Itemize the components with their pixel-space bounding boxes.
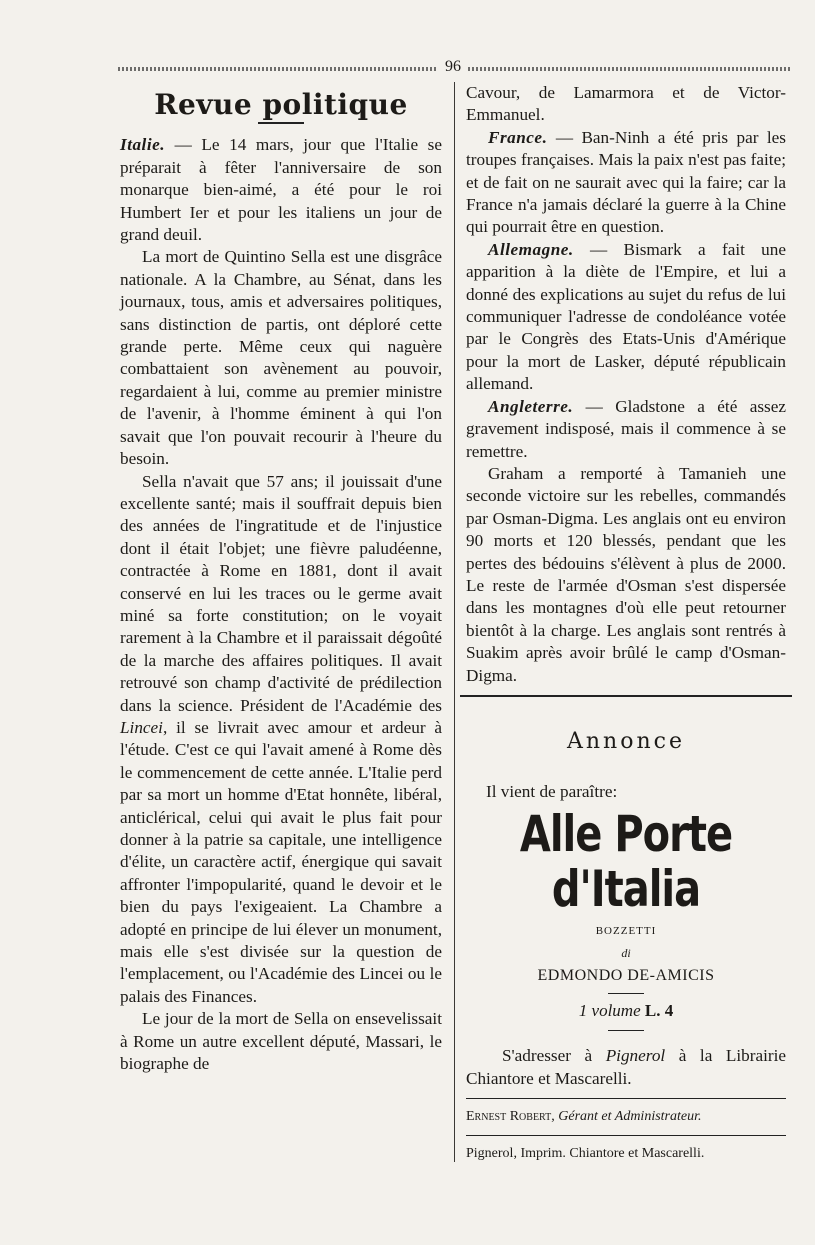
page-number: 96 — [445, 58, 461, 75]
annonce-title: Annonce — [567, 728, 685, 754]
annonce-intro: Il vient de paraître: — [486, 782, 618, 802]
book-by: di — [621, 946, 631, 961]
italie-paragraph-4: Le jour de la mort de Sella on ensevelissait à Rome un autre excellent député, Massari, le biographe de — [120, 1009, 442, 1074]
italie-paragraph-1: Italie. — Le 14 mars, jour que l'Italie se préparait à fêter l'anniversaire de son monarque bien-aimé, a été pour le roi Humbert Ier et pour les italiens un jour de grand deuil. — [120, 135, 442, 245]
book-author: EDMONDO DE-AMICIS — [537, 966, 715, 984]
italie-paragraph-2: La mort de Quintino Sella est une disgrâce nationale. A la Chambre, au Sénat, dans les journaux, tous, amis et adversaires politiques, sans distinction de partis, ont déploré cette grande perte. Même ceux qui naguère combattaient son avènement au pouvoir, regardaient à lui, comme au premier ministre de l'avenir, à l'homme éminent à qui l'on savait que l'on pouvait recourir à l'heure du besoin. — [120, 247, 442, 469]
left-column — [120, 82, 442, 1075]
imprint-rule — [466, 1098, 786, 1099]
annonce-rule — [608, 993, 644, 994]
annonce-address: S'adresser à Pignerol à la Librairie Chiantore et Mascarelli. — [466, 1046, 786, 1088]
book-subtitle: BOZZETTI — [595, 924, 657, 937]
ornamental-rule-right — [468, 67, 790, 71]
italie-paragraph-3: Sella n'avait que 57 ans; il jouissait d'une excellente santé; mais il souffrait depuis bien des années de l'ingratitude et de l'injustice dont il était l'objet; une fièvre paludéenne, contractée à Rome en 1881, dont il avait conservé en lui les traces ou le germe avait miné sa forte constitution; on le voyait rarement à la Chambre et il paraissait dégoûté de la marche des affaires politiques. Il avait retrouvé son champ d'activité de prédilection dans la science. Président de l'Académie des Lincei, il se livrait avec amour et ardeur à l'étude. C'est ce qui l'avait amené à Rome dès le commencement de cette année. L'Italie perd par sa mort un homme d'Etat honnête, libéral, anticlérical, celui qui avait le plus fait pour donner à la patrie sa capitale, une intelligence d'élite, un caractère actif, énergique qui savait affronter l'impopularité, quand le devoir et le bien du pays l'exigeaient. La Chambre a adopté en principe de lui élever un monument, mais elle s'est divisée sur la question de l'emplacement, ou l'Académie des Lincei ou le palais des Finances. — [120, 471, 442, 1006]
book-title: Alle Porte d'Italia — [519, 805, 733, 919]
section-title: Revue politique — [154, 88, 408, 121]
right-column — [466, 82, 786, 1164]
country-heading-italie: Italie. — [120, 135, 166, 155]
allemagne-paragraph: Allemagne. — Bismark a fait une apparition à la diète de l'Empire, et lui a donné des explications au sujet du refus de lui communiquer l'adresse de condoléance votée par le Congrès des Etats-Unis d'Amérique pour la mort de Lasker, député républicain allemand. — [466, 239, 786, 394]
country-heading-france: France. — [488, 127, 548, 147]
france-paragraph: France. — Ban-Ninh a été pris par les troupes françaises. Mais la paix n'est pas faite; et de fait on ne saurait avec qui la faire; car la France n'a jamais déclaré la guerre à la Chine qui pourrait être en question. — [466, 127, 786, 237]
page-header — [118, 58, 790, 78]
column-divider — [454, 82, 455, 1162]
country-heading-allemagne: Allemagne. — [488, 239, 574, 259]
annonce-rule-2 — [608, 1030, 644, 1031]
ornamental-rule-left — [118, 67, 436, 71]
angleterre-paragraph: Angleterre. — Gladstone a été assez gravement indisposé, mais il commence à se remettre. — [466, 396, 786, 461]
title-rule — [258, 122, 304, 124]
imprint-printer: Pignerol, Imprim. Chiantore et Mascarelli. — [466, 1146, 705, 1162]
section-divider — [460, 695, 792, 697]
country-heading-angleterre: Angleterre. — [488, 396, 574, 416]
book-price: 1 volume L. 4 — [578, 1001, 674, 1020]
imprint-rule-2 — [466, 1135, 786, 1136]
continuation-text: Cavour, de Lamarmora et de Victor-Emmanuel. — [466, 83, 786, 125]
imprint-editor: Ernest Robert, Gérant et Administrateur. — [466, 1109, 702, 1125]
angleterre-paragraph-2: Graham a remporté à Tamanieh une seconde victoire sur les rebelles, commandés par Osman-Digma. Les anglais ont eu environ 90 morts et 120 blessés, pendant que les pertes des bédouins s'élèvent à plus de 2000. Le reste de l'armée d'Osman s'est dispersée dans les montagnes d'où elle peut retourner bientôt à la charge. Les anglais sont rentrés à Suakim après avoir brûlé le camp d'Osman-Digma. — [466, 463, 786, 685]
